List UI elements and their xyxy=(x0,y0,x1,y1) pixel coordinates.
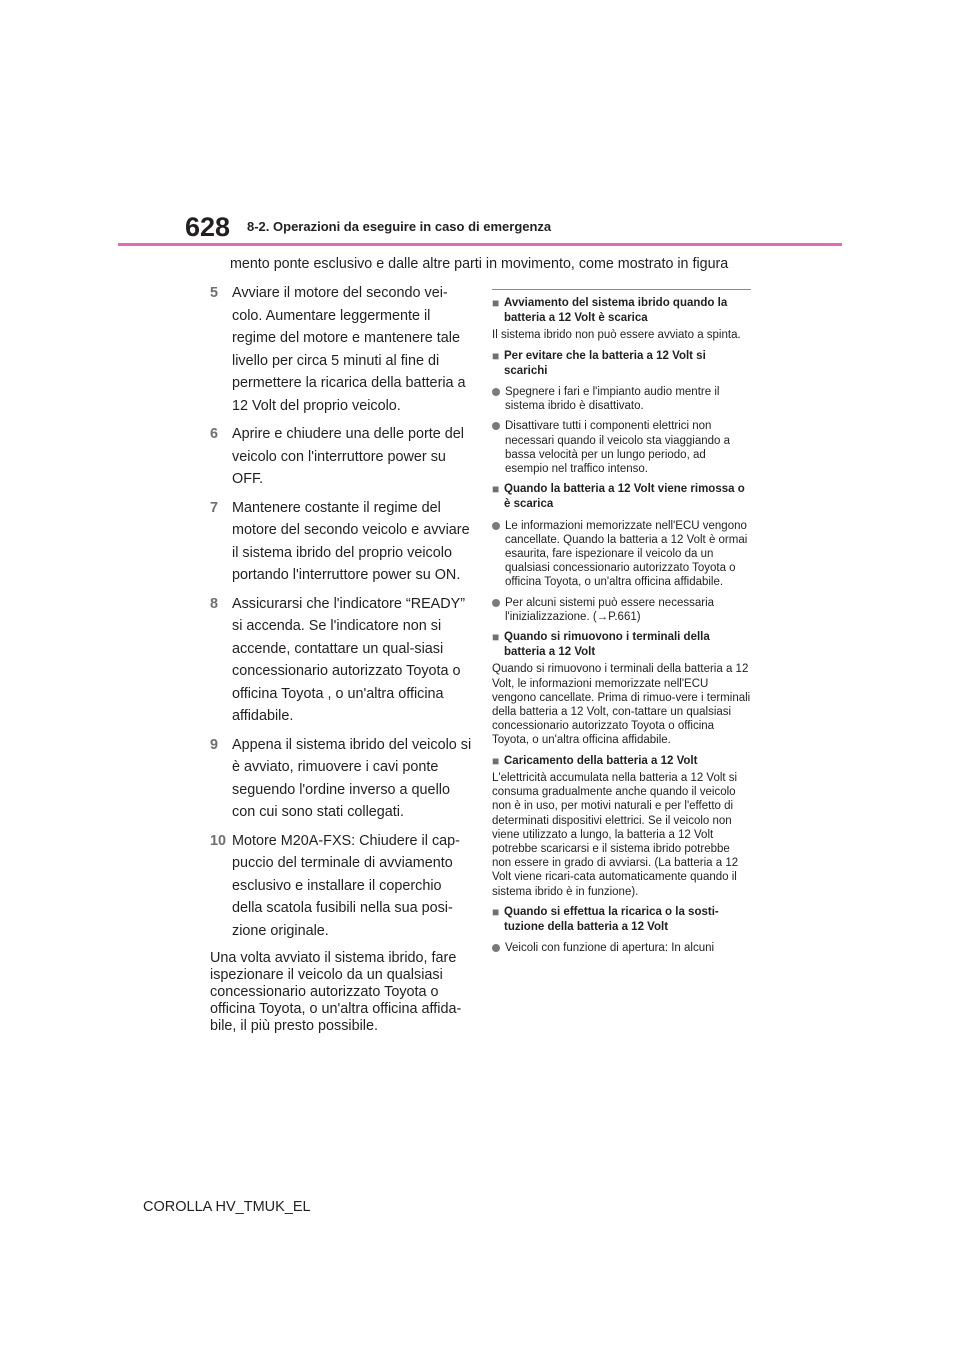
step-text: Aprire e chiudere una delle porte del veicolo con l'interruttore power su OFF. xyxy=(232,426,464,487)
step-8 xyxy=(210,593,472,728)
note-heading xyxy=(492,905,751,935)
square-bullet-icon: ■ xyxy=(492,348,500,363)
note-heading xyxy=(492,482,751,512)
note-paragraph: Quando si rimuovono i terminali della batteria a 12 Volt, le informazioni memorizzate nell'ECU vengono cancellate. Prima di rimuo-vere i terminali della batteria a 12 Volt, con-tattare un qualsiasi concessionario autorizzato Toyota o officina Toyota, o un'altra officina affidabile. xyxy=(492,663,751,747)
circle-bullet-icon xyxy=(492,422,502,430)
bullet-text: Le informazioni memorizzate nell'ECU vengono cancellate. Quando la batteria a 12 Volt è ormai esaurita, fare ispezionare il veicolo da un qualsiasi concessionario autorizzato Toyota o officina Toyota, o un'altra officina affidabile. xyxy=(505,519,748,589)
step-7 xyxy=(210,497,472,587)
note-heading-text: Quando si rimuovono i terminali della batteria a 12 Volt xyxy=(504,631,710,659)
step-number: 6 xyxy=(210,426,219,442)
square-bullet-icon: ■ xyxy=(492,753,500,768)
step-text: Appena il sistema ibrido del veicolo si è avviato, rimuovere i cavi ponte seguendo l'ordine inverso a quello con cui sono stati collegati. xyxy=(232,736,472,820)
continuation-text: mento ponte esclusivo e dalle altre parti in movimento, come mostrato in figura xyxy=(230,256,729,272)
step-number: 5 xyxy=(210,285,219,301)
step-number: 10 xyxy=(210,832,227,849)
note-heading-text: Quando si effettua la ricarica o la sosti-tuzione della batteria a 12 Volt xyxy=(504,905,719,933)
step-number: 8 xyxy=(210,595,219,612)
step-number: 9 xyxy=(210,736,219,753)
circle-bullet-icon xyxy=(492,599,502,607)
section-title: 8-2. Operazioni da eseguire in caso di emergenza xyxy=(247,219,552,234)
note-bullet xyxy=(492,385,751,413)
step-text: Assicurarsi che l'indicatore “READY” si accenda. Se l'indicatore non si accende, contattare un qual-siasi concessionario autorizzato Toyota o officina Toyota , o un'altra officina affidabile. xyxy=(232,595,466,724)
step-5 xyxy=(210,282,472,417)
note-bullet xyxy=(492,419,751,476)
note-bullet xyxy=(492,941,751,955)
note-heading-text: Caricamento della batteria a 12 Volt xyxy=(504,754,698,767)
bullet-text: Veicoli con funzione di apertura: In alcuni xyxy=(505,942,715,955)
step-text: Mantenere costante il regime del motore del secondo veicolo e avviare il sistema ibrido del proprio veicolo portando l'interruttore power su ON. xyxy=(232,499,470,583)
step-6 xyxy=(210,423,472,491)
square-bullet-icon: ■ xyxy=(492,482,500,497)
header-divider xyxy=(118,243,842,246)
note-heading-text: Avviamento del sistema ibrido quando la batteria a 12 Volt è scarica xyxy=(504,297,728,325)
note-bullet xyxy=(492,519,751,590)
note-heading-text: Per evitare che la batteria a 12 Volt si scarichi xyxy=(504,349,706,377)
square-bullet-icon: ■ xyxy=(492,904,500,919)
step-text: Motore M20A-FXS: Chiudere il cap-puccio del terminale di avviamento esclusivo e installare il coperchio della scatola fusibili nella sua posi-zione originale. xyxy=(232,832,460,939)
procedure-steps xyxy=(210,282,472,1035)
page-number: 628 xyxy=(185,212,231,242)
bullet-text: Per alcuni sistemi può essere necessaria l'inizializzazione. (→P.661) xyxy=(505,596,715,623)
notes-divider xyxy=(492,289,751,290)
step-text: Avviare il motore del secondo vei-colo. Aumentare leggermente il regime del motore e mantenere tale livello per circa 5 minuti al fine di permettere la ricarica della batteria a 12 Volt del proprio veicolo. xyxy=(232,285,466,414)
note-paragraph: Il sistema ibrido non può essere avviato a spinta. xyxy=(492,329,741,342)
circle-bullet-icon xyxy=(492,388,502,396)
note-heading-text: Quando la batteria a 12 Volt viene rimossa o è scarica xyxy=(504,483,745,511)
square-bullet-icon: ■ xyxy=(492,296,500,310)
note-heading xyxy=(492,296,751,326)
bullet-text: Spegnere i fari e l'impianto audio mentre il sistema ibrido è disattivato. xyxy=(505,386,720,413)
notes-column xyxy=(492,289,751,955)
note-heading xyxy=(492,349,751,379)
step-9 xyxy=(210,734,472,824)
bullet-text: Disattivare tutti i componenti elettrici non necessari quando il veicolo sta viaggiando a bassa velocità per un lungo periodo, ad esempio nel traffico intenso. xyxy=(505,420,731,476)
step-10 xyxy=(210,830,472,943)
note-bullet xyxy=(492,596,751,624)
footer-model-code: COROLLA HV_TMUK_EL xyxy=(143,1199,311,1215)
note-paragraph: L'elettricità accumulata nella batteria a 12 Volt si consuma gradualmente anche quando il veicolo non è in uso, per motivi naturali e per l'effetto di determinati dispositivi elettrici. Se il veicolo non viene utilizzato a lungo, la batteria a 12 Volt potrebbe scaricarsi e il sistema ibrido potrebbe non essere in grado di avviarsi. (La batteria a 12 Volt viene ricari-cata automaticamente quando il sistema ibrido è in funzione). xyxy=(492,771,739,898)
circle-bullet-icon xyxy=(492,522,502,530)
note-heading xyxy=(492,754,751,769)
step-number: 7 xyxy=(210,499,219,516)
closing-paragraph: Una volta avviato il sistema ibrido, fare ispezionare il veicolo da un qualsiasi concessionario autorizzato Toyota o officina Toyota, o un'altra officina affida-bile, il più presto possibile. xyxy=(210,950,462,1034)
circle-bullet-icon xyxy=(492,944,502,952)
note-heading xyxy=(492,630,751,660)
square-bullet-icon: ■ xyxy=(492,630,500,645)
